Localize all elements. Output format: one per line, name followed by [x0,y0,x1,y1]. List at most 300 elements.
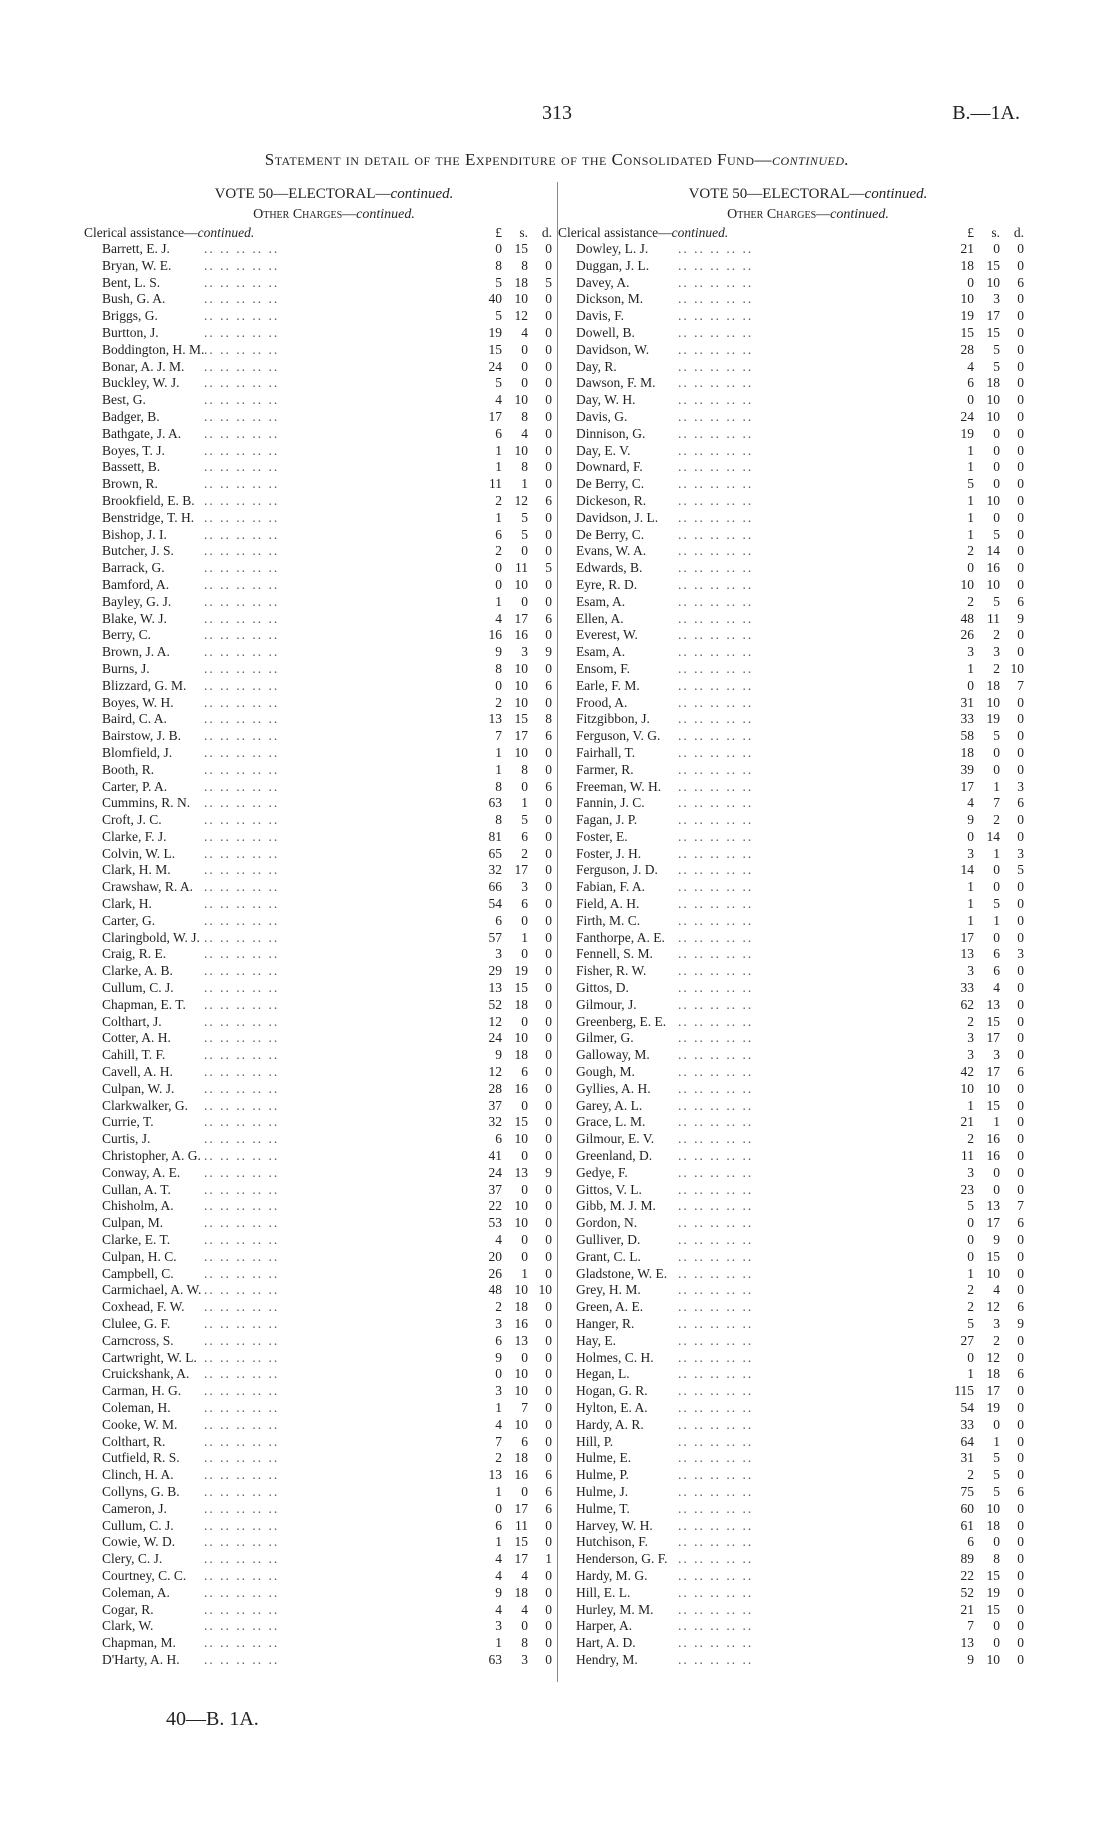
amount-pounds: 31 [960,694,974,710]
amount-pounds: 9 [495,1584,502,1600]
amount-pounds: 13 [488,711,502,727]
amount-shillings: 5 [993,358,1000,374]
leader-dots: .. .. .. .. .. [678,1030,754,1046]
payee-name: Carmichael, A. W. [102,1282,202,1298]
amount-shillings: 4 [521,1601,528,1617]
amount-pence: 0 [1017,1114,1024,1130]
amount-pounds: 1 [967,459,974,475]
amount-pence: 0 [545,1584,552,1600]
table-row [84,1366,584,1383]
table-row [84,879,584,896]
payee-name: Courtney, C. C. [102,1567,187,1583]
amount-shillings: 18 [986,677,1000,693]
amount-shillings: 0 [521,593,528,609]
leader-dots: .. .. .. .. .. [204,492,280,508]
amount-pence: 5 [545,560,552,576]
leader-dots: .. .. .. .. .. [204,1467,280,1483]
amount-shillings: 6 [993,946,1000,962]
amount-pounds: 7 [495,728,502,744]
table-row [84,862,584,879]
amount-pounds: 1 [495,1399,502,1415]
payee-name: Hay, E. [576,1332,616,1348]
leader-dots: .. .. .. .. .. [204,728,280,744]
payee-name: Chisholm, A. [102,1198,174,1214]
payee-name: Coxhead, F. W. [102,1299,185,1315]
leader-dots: .. .. .. .. .. [678,1316,754,1331]
amount-pounds: 5 [967,1316,974,1331]
payee-name: Holmes, C. H. [576,1349,654,1365]
payee-name: Clark, H. [102,896,152,912]
amount-pence: 0 [1017,896,1024,912]
amount-shillings: 8 [521,761,528,777]
amount-pence: 0 [545,660,552,676]
payee-name: Cahill, T. F. [102,1047,166,1063]
amount-pence: 9 [545,644,552,660]
amount-shillings: 17 [986,308,1000,324]
amount-pounds: 21 [960,1114,974,1130]
payee-name: Fisher, R. W. [576,963,647,979]
payee-name: Day, W. H. [576,392,636,408]
payee-name: Best, G. [102,392,146,408]
amount-shillings: 0 [993,476,1000,492]
amount-pence: 0 [545,1248,552,1264]
amount-pence: 0 [545,291,552,307]
amount-pence: 0 [545,1567,552,1583]
table-row [84,1182,584,1199]
table-row [558,812,1058,829]
table-row [558,711,1058,728]
leader-dots: .. .. .. .. .. [204,1248,280,1264]
table-row [558,241,1058,258]
table-row [558,1618,1058,1635]
amount-pence: 0 [1017,241,1024,256]
leader-dots: .. .. .. .. .. [204,1584,280,1600]
leader-dots: .. .. .. .. .. [678,1248,754,1264]
leader-dots: .. .. .. .. .. [678,1299,754,1315]
subtitle-text: Other Charges— [253,207,357,222]
amount-pence: 0 [1017,358,1024,374]
unit-shillings: s. [991,225,1000,240]
payee-name: Hogan, G. R. [576,1383,648,1399]
table-row [84,510,584,527]
payee-name: Coleman, H. [102,1399,171,1415]
amount-shillings: 5 [993,1450,1000,1466]
leader-dots: .. .. .. .. .. [678,358,754,374]
leader-dots: .. .. .. .. .. [678,459,754,475]
table-row [84,1047,584,1064]
payee-name: Gordon, N. [576,1215,638,1231]
amount-pounds: 6 [495,425,502,441]
amount-pounds: 9 [495,1349,502,1365]
leader-dots: .. .. .. .. .. [678,560,754,576]
leader-dots: .. .. .. .. .. [204,963,280,979]
amount-shillings: 11 [515,1517,528,1533]
leader-dots: .. .. .. .. .. [204,1080,280,1096]
table-row [558,997,1058,1014]
payee-name: Cameron, J. [102,1500,167,1516]
leader-dots: .. .. .. .. .. [204,1618,280,1634]
table-row [558,1467,1058,1484]
table-row [84,1350,584,1367]
payee-name: Berry, C. [102,627,151,643]
payee-name: Frood, A. [576,694,628,710]
amount-shillings: 1 [993,1114,1000,1130]
table-row [558,459,1058,476]
payee-name: Carman, H. G. [102,1383,182,1399]
table-row [84,980,584,997]
amount-pounds: 31 [960,1450,974,1466]
amount-pence: 0 [1017,1500,1024,1516]
amount-pounds: 65 [488,845,502,861]
amount-pence: 0 [545,879,552,895]
table-row [558,913,1058,930]
amount-pence: 9 [1017,1316,1024,1331]
amount-pounds: 4 [495,1567,502,1583]
leader-dots: .. .. .. .. .. [204,1013,280,1029]
payee-name: Gittos, D. [576,980,629,996]
leader-dots: .. .. .. .. .. [678,1265,754,1281]
table-row [558,1232,1058,1249]
table-row [84,443,584,460]
amount-shillings: 0 [521,1483,528,1499]
amount-pence: 6 [545,778,552,794]
table-row [558,1417,1058,1434]
amount-shillings: 5 [993,526,1000,542]
amount-pounds: 8 [495,812,502,828]
payee-name: Hegan, L. [576,1366,630,1382]
amount-shillings: 13 [986,1198,1000,1214]
amount-shillings: 8 [521,257,528,273]
table-row [558,1081,1058,1098]
amount-pence: 0 [545,526,552,542]
payee-name: Farmer, R. [576,761,634,777]
leader-dots: .. .. .. .. .. [678,1131,754,1147]
amount-pence: 0 [545,1366,552,1382]
leader-dots: .. .. .. .. .. [204,1651,280,1667]
amount-pounds: 2 [495,694,502,710]
amount-pence: 0 [545,1232,552,1248]
table-row [84,644,584,661]
amount-pounds: 20 [488,1248,502,1264]
table-row [84,1299,584,1316]
amount-pence: 0 [1017,1416,1024,1432]
table-row [84,795,584,812]
table-row [558,1366,1058,1383]
amount-shillings: 8 [521,408,528,424]
amount-shillings: 3 [993,1316,1000,1331]
payee-name: Davidson, J. L. [576,509,659,525]
amount-shillings: 15 [986,1601,1000,1617]
amount-pence: 0 [1017,879,1024,895]
table-row [558,1215,1058,1232]
payee-name: Curtis, J. [102,1131,151,1147]
amount-pence: 0 [1017,963,1024,979]
amount-shillings: 5 [993,1483,1000,1499]
leader-dots: .. .. .. .. .. [678,492,754,508]
amount-pounds: 52 [488,996,502,1012]
amount-pounds: 89 [960,1551,974,1567]
unit-pence: d. [1013,225,1024,240]
leader-dots: .. .. .. .. .. [204,442,280,458]
amount-shillings: 10 [986,1265,1000,1281]
amount-shillings: 10 [514,660,528,676]
leader-dots: .. .. .. .. .. [204,1534,280,1550]
table-row [558,1198,1058,1215]
table-row [84,1266,584,1283]
amount-pounds: 3 [495,1618,502,1634]
table-row [84,1585,584,1602]
payee-name: Grant, C. L. [576,1248,641,1264]
amount-pounds: 2 [967,1282,974,1298]
amount-pence: 0 [545,845,552,861]
payee-name: Cogar, R. [102,1601,154,1617]
payee-name: Bishop, J. I. [102,526,167,542]
amount-pounds: 6 [495,1332,502,1348]
payee-name: Culpan, W. J. [102,1080,175,1096]
amount-shillings: 16 [514,1316,528,1331]
amount-pence: 0 [1017,1618,1024,1634]
amount-shillings: 15 [514,711,528,727]
leader-dots: .. .. .. .. .. [678,1114,754,1130]
amount-pence: 0 [545,1030,552,1046]
payee-name: Dowley, L. J. [576,241,649,256]
table-row [558,560,1058,577]
table-row [84,493,584,510]
amount-pounds: 1 [967,526,974,542]
amount-shillings: 3 [521,879,528,895]
amount-pence: 0 [1017,1567,1024,1583]
leader-dots: .. .. .. .. .. [204,1450,280,1466]
amount-shillings: 10 [514,1282,528,1298]
amount-pence: 0 [545,1080,552,1096]
table-row [84,1165,584,1182]
amount-shillings: 0 [521,946,528,962]
payee-name: Evans, W. A. [576,543,647,559]
amount-pounds: 19 [960,425,974,441]
amount-pence: 0 [1017,1181,1024,1197]
amount-pence: 0 [1017,1467,1024,1483]
leader-dots: .. .. .. .. .. [678,1601,754,1617]
table-row [558,1602,1058,1619]
amount-pence: 0 [545,593,552,609]
leader-dots: .. .. .. .. .. [678,375,754,391]
amount-shillings: 10 [514,677,528,693]
amount-pounds: 2 [967,1013,974,1029]
table-row [84,291,584,308]
amount-pence: 0 [545,1114,552,1130]
payee-name: Grey, H. M. [576,1282,641,1298]
leader-dots: .. .. .. .. .. [204,324,280,340]
amount-shillings: 0 [993,1635,1000,1651]
payee-name: Claringbold, W. J. [102,929,200,945]
amount-pounds: 0 [495,560,502,576]
amount-shillings: 5 [993,1467,1000,1483]
amount-pounds: 0 [967,1349,974,1365]
table-row [84,997,584,1014]
amount-shillings: 1 [993,1433,1000,1449]
payee-name: Burns, J. [102,660,150,676]
payee-name: Dinnison, G. [576,425,646,441]
amount-shillings: 3 [993,291,1000,307]
unit-pounds: £ [495,225,502,240]
leader-dots: .. .. .. .. .. [678,677,754,693]
amount-pounds: 0 [967,274,974,290]
leader-dots: .. .. .. .. .. [204,1131,280,1147]
leader-dots: .. .. .. .. .. [678,1232,754,1248]
amount-shillings: 4 [521,324,528,340]
amount-pounds: 2 [495,1450,502,1466]
amount-shillings: 0 [993,1181,1000,1197]
leader-dots: .. .. .. .. .. [204,1416,280,1432]
payee-name: Fitzgibbon, J. [576,711,650,727]
table-row [558,1114,1058,1131]
amount-shillings: 17 [514,610,528,626]
amount-shillings: 10 [986,274,1000,290]
amount-shillings: 10 [514,291,528,307]
table-row [84,611,584,628]
amount-shillings: 1 [993,912,1000,928]
amount-shillings: 5 [993,593,1000,609]
unit-pounds: £ [967,225,974,240]
amount-pence: 10 [538,1282,552,1298]
amount-shillings: 5 [521,509,528,525]
section-header-row [558,225,1058,240]
table-row [558,1450,1058,1467]
amount-shillings: 16 [514,627,528,643]
amount-pounds: 16 [488,627,502,643]
leader-dots: .. .. .. .. .. [204,694,280,710]
amount-pounds: 1 [967,1265,974,1281]
amount-pounds: 48 [960,610,974,626]
payee-name: D'Harty, A. H. [102,1651,180,1667]
payee-name: Carncross, S. [102,1332,174,1348]
amount-pounds: 28 [960,341,974,357]
amount-pounds: 63 [488,1651,502,1667]
amount-pence: 0 [1017,1030,1024,1046]
subtitle-suffix: continued. [830,207,889,222]
table-row [558,1299,1058,1316]
amount-pence: 0 [1017,1399,1024,1415]
amount-pounds: 32 [488,862,502,878]
amount-shillings: 13 [514,1164,528,1180]
leader-dots: .. .. .. .. .. [678,241,754,256]
table-row [558,275,1058,292]
leader-dots: .. .. .. .. .. [678,896,754,912]
unit-shillings: s. [519,225,528,240]
amount-pence: 0 [1017,996,1024,1012]
payee-name: Coleman, A. [102,1584,170,1600]
amount-shillings: 0 [521,1181,528,1197]
table-row [558,1484,1058,1501]
vote-title-text: VOTE 50—ELECTORAL— [688,186,865,202]
payee-name: Hanger, R. [576,1316,635,1331]
amount-pence: 0 [545,1316,552,1331]
table-row [558,695,1058,712]
leader-dots: .. .. .. .. .. [678,1467,754,1483]
amount-shillings: 0 [521,912,528,928]
amount-shillings: 0 [993,862,1000,878]
amount-shillings: 4 [993,1282,1000,1298]
amount-pounds: 3 [495,946,502,962]
table-row [84,275,584,292]
leader-dots: .. .. .. .. .. [678,576,754,592]
table-row [558,1266,1058,1283]
amount-pounds: 12 [488,1013,502,1029]
amount-pounds: 1 [495,459,502,475]
amount-pence: 0 [545,1181,552,1197]
payee-name: Day, E. V. [576,442,631,458]
leader-dots: .. .. .. .. .. [204,576,280,592]
amount-pounds: 0 [967,392,974,408]
amount-shillings: 9 [993,1232,1000,1248]
leader-dots: .. .. .. .. .. [678,1517,754,1533]
leader-dots: .. .. .. .. .. [678,744,754,760]
table-row [558,762,1058,779]
leader-dots: .. .. .. .. .. [678,1332,754,1348]
amount-pence: 0 [1017,1232,1024,1248]
amount-pence: 0 [1017,828,1024,844]
leader-dots: .. .. .. .. .. [204,526,280,542]
table-row [558,426,1058,443]
amount-shillings: 6 [521,1064,528,1080]
amount-shillings: 7 [521,1399,528,1415]
payee-name: Bryan, W. E. [102,257,172,273]
amount-pounds: 37 [488,1097,502,1113]
payee-name: Esam, A. [576,593,626,609]
table-row [84,745,584,762]
leader-dots: .. .. .. .. .. [678,761,754,777]
amount-pence: 7 [1017,1198,1024,1214]
amount-pence: 6 [1017,1064,1024,1080]
amount-pounds: 64 [960,1433,974,1449]
amount-pounds: 24 [488,1164,502,1180]
leader-dots: .. .. .. .. .. [204,1164,280,1180]
payee-name: Booth, R. [102,761,155,777]
payee-name: Carter, G. [102,912,156,928]
amount-pounds: 5 [967,476,974,492]
amount-pounds: 1 [495,442,502,458]
leader-dots: .. .. .. .. .. [204,744,280,760]
amount-pounds: 33 [960,711,974,727]
amount-pence: 3 [1017,946,1024,962]
leader-dots: .. .. .. .. .. [204,660,280,676]
payee-name: Colthart, R. [102,1433,166,1449]
payee-name: Colthart, J. [102,1013,162,1029]
amount-pence: 0 [1017,1450,1024,1466]
amount-pounds: 1 [967,1097,974,1113]
table-row [84,1450,584,1467]
amount-pence: 0 [1017,912,1024,928]
amount-pounds: 57 [488,929,502,945]
amount-pence: 0 [545,1013,552,1029]
payee-name: Brown, J. A. [102,644,170,660]
amount-pounds: 61 [960,1517,974,1533]
amount-pounds: 28 [488,1080,502,1096]
amount-pence: 0 [545,812,552,828]
amount-pence: 0 [545,408,552,424]
amount-pence: 6 [1017,593,1024,609]
amount-pounds: 5 [495,308,502,324]
amount-shillings: 8 [521,459,528,475]
amount-pounds: 62 [960,996,974,1012]
amount-pounds: 0 [967,828,974,844]
amount-pence: 0 [545,1265,552,1281]
payee-name: Fannin, J. C. [576,795,645,811]
payee-name: Bayley, G. J. [102,593,172,609]
payee-name: Hulme, P. [576,1467,629,1483]
payee-name: Duggan, J. L. [576,257,650,273]
amount-pounds: 1 [967,660,974,676]
